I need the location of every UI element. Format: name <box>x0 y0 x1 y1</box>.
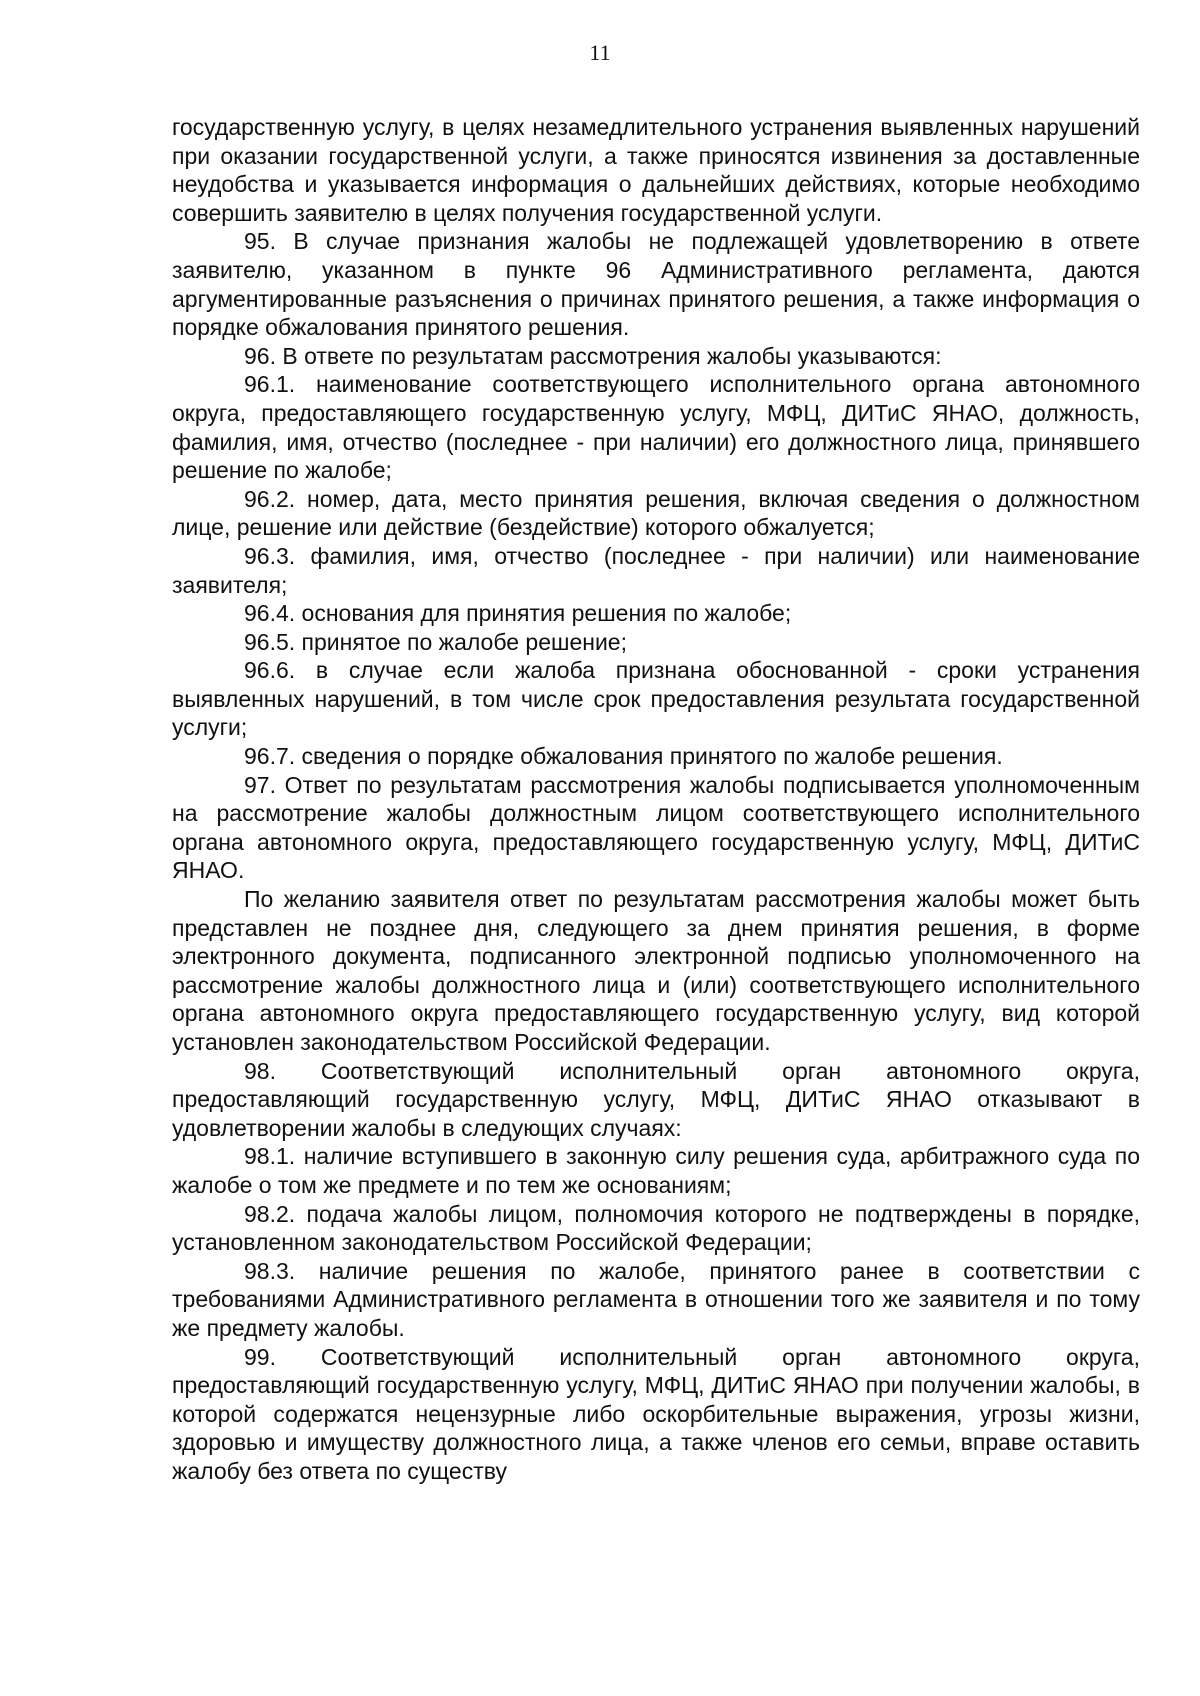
document-body <box>172 113 1140 1486</box>
paragraph-96: 96. В ответе по результатам рассмотрения жалобы указываются: <box>244 342 942 369</box>
paragraph-96-7: 96.7. сведения о порядке обжалования принятого по жалобе решения. <box>244 743 1003 770</box>
page-number: 11 <box>589 40 611 65</box>
paragraph-97: 97. Ответ по результатам рассмотрения жалобы подписывается уполномоченным на рассмотрение жалобы должностным лицом соответствующего исполнительного органа автономного округа, предоставляющего государственную услугу, МФЦ, ДИТиС ЯНАО. <box>172 771 1140 884</box>
paragraph-98-1: 98.1. наличие вступившего в законную силу решения суда, арбитражного суда по жалобе о том же предмете и по тем же основаниям; <box>172 1143 1140 1198</box>
paragraph-96-1: 96.1. наименование соответствующего исполнительного органа автономного округа, предоставляющего государственную услугу, МФЦ, ДИТиС ЯНАО, должность, фамилия, имя, отчество (последнее - при наличии) его должностного лица, принявшего решение по жалобе; <box>172 371 1140 484</box>
paragraph-continuation: государственную услугу, в целях незамедлительного устранения выявленных нарушений при оказании государственной услуги, а также приносятся извинения за доставленные неудобства и указывается информация о дальнейших действиях, которые необходимо совершить заявителю в целях получения государственной услуги. <box>172 114 1140 226</box>
paragraph-98: 98. Соответствующий исполнительный орган автономного округа, предоставляющий государственную услугу, МФЦ, ДИТиС ЯНАО отказывают в удовлетворении жалобы в следующих случаях: <box>172 1057 1140 1141</box>
paragraph-96-4: 96.4. основания для принятия решения по жалобе; <box>244 600 792 627</box>
paragraph-96-5: 96.5. принятое по жалобе решение; <box>244 628 627 655</box>
paragraph-99: 99. Соответствующий исполнительный орган автономного округа, предоставляющий государственную услугу, МФЦ, ДИТиС ЯНАО при получении жалобы, в которой содержатся нецензурные либо оскорбительные выражения, угрозы жизни, здоровью и имуществу должностного лица, а также членов его семьи, вправе оставить жалобу без ответа по существу <box>172 1343 1140 1484</box>
paragraph-95: 95. В случае признания жалобы не подлежащей удовлетворению в ответе заявителю, указанном в пункте 96 Административного регламента, даются аргументированные разъяснения о причинах принятого решения, а также информация о порядке обжалования принятого решения. <box>172 228 1140 341</box>
paragraph-96-2: 96.2. номер, дата, место принятия решения, включая сведения о должностном лице, решение или действие (бездействие) которого обжалуется; <box>172 485 1140 541</box>
paragraph-96-3: 96.3. фамилия, имя, отчество (последнее - при наличии) или наименование заявителя; <box>172 542 1140 598</box>
paragraph-96-6: 96.6. в случае если жалоба признана обоснованной - сроки устранения выявленных нарушений, в том числе срок предоставления результата государственной услуги; <box>172 657 1140 741</box>
paragraph-97-electronic-answer: По желанию заявителя ответ по результатам рассмотрения жалобы может быть представлен не позднее дня, следующего за днем принятия решения, в форме электронного документа, подписанного электронной подписью уполномоченного на рассмотрение жалобы должностного лица и (или) соответствующего исполнительного органа автономного округа предоставляющего государственную услугу, вид которой установлен законодательством Российской Федерации. <box>172 886 1140 1055</box>
paragraph-98-3: 98.3. наличие решения по жалобе, принятого ранее в соответствии с требованиями Административного регламента в отношении того же заявителя и по тому же предмету жалобы. <box>172 1257 1140 1341</box>
paragraph-98-2: 98.2. подача жалобы лицом, полномочия которого не подтверждены в порядке, установленном законодательством Российской Федерации; <box>172 1200 1140 1256</box>
